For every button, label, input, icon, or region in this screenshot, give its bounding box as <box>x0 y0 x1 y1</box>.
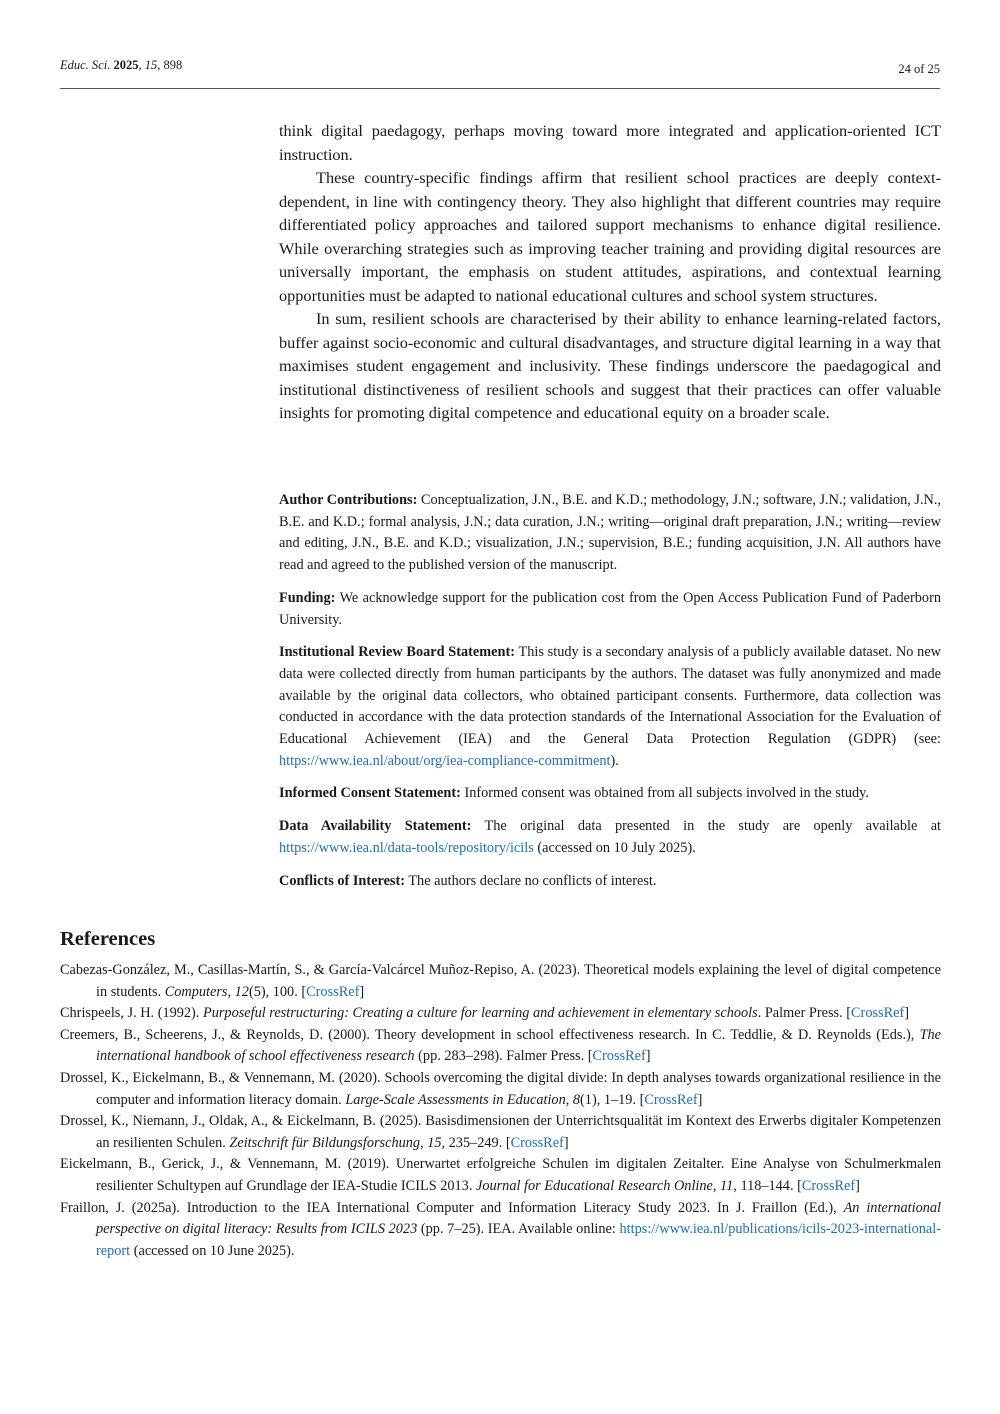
ref-volume: 12 <box>234 983 249 1000</box>
reference-item: Creemers, B., Scheerens, J., & Reynolds, D. (2000). Theory development in school effectiveness research. In C. Teddlie, & D. Reynolds (Eds.), The international handbook of school effectiveness research (pp. 283–298). Falmer Press. [CrossRef] <box>60 1026 942 1065</box>
author-contributions <box>279 490 941 577</box>
irb-label: Institutional Review Board Statement: <box>279 644 515 661</box>
crossref-link[interactable]: CrossRef <box>592 1048 646 1065</box>
journal-citation: Educ. Sci. 2025, 15, 898 <box>60 58 183 72</box>
data-availability-after: (accessed on 10 July 2025). <box>537 839 696 856</box>
irb-after: ). <box>610 752 619 769</box>
reference-item: Cabezas-González, M., Casillas-Martín, S., & García-Valcárcel Muñoz-Repiso, A. (2023). Theoretical models explaining the level of digital competence in students. Computers, 12(5), 100. [CrossRef] <box>60 962 941 1000</box>
journal-volume: 15 <box>144 58 158 72</box>
data-availability <box>279 816 941 859</box>
reference-item <box>60 1198 941 1263</box>
ref-text: (5), 100. <box>248 983 298 1000</box>
crossref-link[interactable]: CrossRef <box>801 1177 856 1194</box>
crossref-link[interactable]: CrossRef <box>851 1005 905 1022</box>
body-text <box>279 119 941 425</box>
author-contributions-text: Conceptualization, J.N., B.E. and K.D.; methodology, J.N.; software, J.N.; validation, J.N., B.E. and K.D.; formal analysis, J.N.; data curation, J.N.; writing—original draft preparation, J.N.; writing—review and editing, J.N., B.E. and K.D.; visualization, J.N.; supervision, B.E.; funding acquisition, J.N. All authors have read and agreed to the published version of the manuscript. <box>279 492 941 574</box>
ref-text: Drossel, K., Eickelmann, B., & Vennemann, M. (2020). Schools overcoming the digital divide: In depth analyses towards organizational resilience in the computer and information literacy domain. <box>60 1069 941 1108</box>
crossref-link[interactable]: CrossRef <box>510 1134 564 1151</box>
ref-text: Eickelmann, B., Gerick, J., & Vennemann, M. (2019). Unerwartet erfolgreiche Schulen im digitalen Zeitalter. Eine Analyse von Schulmerkmalen resilienter Schultypen auf Grundlage der IEA-Studie ICILS 2013. <box>60 1156 941 1194</box>
conflicts-label: Conflicts of Interest: <box>279 872 405 889</box>
ref-text: , 118–144. <box>733 1177 794 1194</box>
ref-text: , <box>420 1134 424 1151</box>
ref-text: (1), 1–19. <box>580 1091 637 1108</box>
funding-text: We acknowledge support for the publication cost from the Open Access Publication Fund of Paderborn University. <box>279 589 941 628</box>
journal-abbrev: Educ. Sci. <box>60 58 111 72</box>
reference-item: Drossel, K., Eickelmann, B., & Vennemann, M. (2020). Schools overcoming the digital divide: In depth analyses towards organizational resilience in the computer and information literacy domain. Large-Scale Assessments in Education, 8(1), 1–19. [CrossRef] <box>60 1069 941 1108</box>
ref-url-link[interactable]: https://www.iea.nl/publications/icils-2023-international-report <box>96 1221 942 1259</box>
ref-source: Purposeful restructuring: Creating a culture for learning and achievement in elementary schools <box>202 1005 758 1022</box>
data-availability-label: Data Availability Statement: <box>279 818 472 835</box>
ref-source: Zeitschrift für Bildungsforschung <box>229 1134 421 1151</box>
journal-article-no: 898 <box>163 58 183 72</box>
running-header <box>60 56 940 89</box>
conflicts-of-interest <box>279 871 941 893</box>
back-matter <box>279 490 941 903</box>
ref-text: Creemers, B., Scheerens, J., & Reynolds, D. (2000). Theory development in school effectiveness research. In C. Teddlie, & D. Reynolds (Eds.), <box>60 1026 915 1043</box>
reference-item: Chrispeels, J. H. (1992). Purposeful restructuring: Creating a culture for learning and achievement in elementary schools. Palmer Press. [CrossRef] <box>60 1005 909 1022</box>
ref-source: Large-Scale Assessments in Education <box>345 1091 566 1108</box>
reference-item: Eickelmann, B., Gerick, J., & Vennemann, M. (2019). Unerwartet erfolgreiche Schulen im digitalen Zeitalter. Eine Analyse von Schulmerkmalen resilienter Schultypen auf Grundlage der IEA-Studie ICILS 2013. Journal for Educational Research Online, 11, 118–144. [CrossRef] <box>60 1156 941 1194</box>
references-list <box>60 960 941 1262</box>
irb-text: This study is a secondary analysis of a publicly available dataset. No new data were collected directly from human participants by the authors. The dataset was fully anonymized and made available by the original data collectors, who obtained participant consents. Furthermore, data collection was conducted in accordance with the data protection standards of the International Association for the Evaluation of Educational Achievement (IEA) and the General Data Protection Regulation (GDPR) (see: <box>279 644 941 748</box>
data-availability-link[interactable]: https://www.iea.nl/data-tools/repository/icils <box>279 839 534 856</box>
journal-year: 2025 <box>113 58 139 72</box>
ref-volume: 8 <box>572 1091 581 1108</box>
ref-text: , <box>227 983 232 1000</box>
ref-source: Journal for Educational Research Online <box>475 1177 713 1194</box>
informed-consent <box>279 783 941 805</box>
body-paragraph: think digital paedagogy, perhaps moving toward more integrated and application-oriented ICT instruction. <box>279 121 941 164</box>
crossref-link[interactable]: CrossRef <box>306 983 360 1000</box>
ref-text: (accessed on 10 June 2025). <box>133 1242 295 1259</box>
ref-text: (pp. 7–25). IEA. Available online: <box>420 1221 616 1238</box>
ref-text: . Palmer Press. <box>757 1005 843 1022</box>
ref-text: Chrispeels, J. H. (1992). <box>60 1005 200 1022</box>
ref-text: Drossel, K., Niemann, J., Oldak, A., & Eickelmann, B. (2025). Basisdimensionen der Unterrichtsqualität im Kontext des Erwerbs digitaler Kompetenzen an resilienten Schulen. <box>60 1113 941 1151</box>
author-contributions-label: Author Contributions: <box>279 492 418 508</box>
reference-item: Drossel, K., Niemann, J., Oldak, A., & Eickelmann, B. (2025). Basisdimensionen der Unterrichtsqualität im Kontext des Erwerbs digitaler Kompetenzen an resilienten Schulen. Zeitschrift für Bildungsforschung, 15, 235–249. [CrossRef] <box>60 1113 941 1151</box>
irb-link[interactable]: https://www.iea.nl/about/org/iea-compliance-commitment <box>279 752 611 769</box>
ref-text: , 235–249. <box>441 1134 503 1151</box>
ref-source: An international perspective on digital literacy: Results from ICILS 2023 <box>96 1199 941 1238</box>
crossref-link[interactable]: CrossRef <box>644 1091 698 1108</box>
ref-text: (pp. 283–298). Falmer Press. <box>418 1048 585 1065</box>
informed-consent-label: Informed Consent Statement: <box>279 785 461 802</box>
ref-text: , <box>712 1177 717 1194</box>
informed-consent-text: Informed consent was obtained from all subjects involved in the study. <box>464 785 869 802</box>
ref-source: The international handbook of school effectiveness research <box>96 1026 942 1065</box>
body-paragraph: These country-specific findings affirm that resilient school practices are deeply context-dependent, in line with contingency theory. They also highlight that different countries may require differentiated policy approaches and tailored support mechanisms to enhance digital resilience. While overarching strategies such as improving teacher training and providing digital resources are universally important, the emphasis on student attitudes, aspirations, and contextual learning opportunities must be adapted to national educational cultures and school system structures. <box>279 168 941 305</box>
funding <box>279 588 941 631</box>
ref-text: , <box>565 1091 570 1108</box>
ref-volume: 11 <box>720 1177 734 1194</box>
ref-volume: 15 <box>427 1134 442 1151</box>
body-paragraph: In sum, resilient schools are characterised by their ability to enhance learning-related factors, buffer against socio-economic and cultural disadvantages, and structure digital learning in a way that maximises student engagement and inclusivity. These findings underscore the paedagogical and institutional distinctiveness of resilient schools and suggest that their practices can offer valuable insights for promoting digital competence and educational equity on a broader scale. <box>279 309 941 422</box>
ref-source: Computers <box>164 983 228 1000</box>
ref-text: Fraillon, J. (2025a). Introduction to the IEA International Computer and Information Literacy Study 2023. In J. Fraillon (Ed.), <box>60 1199 837 1216</box>
irb-statement <box>279 642 941 772</box>
ref-text: Cabezas-González, M., Casillas-Martín, S., & García-Valcárcel Muñoz-Repiso, A. (2023). Theoretical models explaining the level of digital competence in students. <box>60 962 941 1000</box>
data-availability-text: The original data presented in the study are openly available at <box>484 818 942 835</box>
conflicts-text: The authors declare no conflicts of interest. <box>408 872 657 889</box>
page-number: 24 of 25 <box>898 62 940 76</box>
references-heading: References <box>60 928 156 950</box>
funding-label: Funding: <box>279 589 336 606</box>
